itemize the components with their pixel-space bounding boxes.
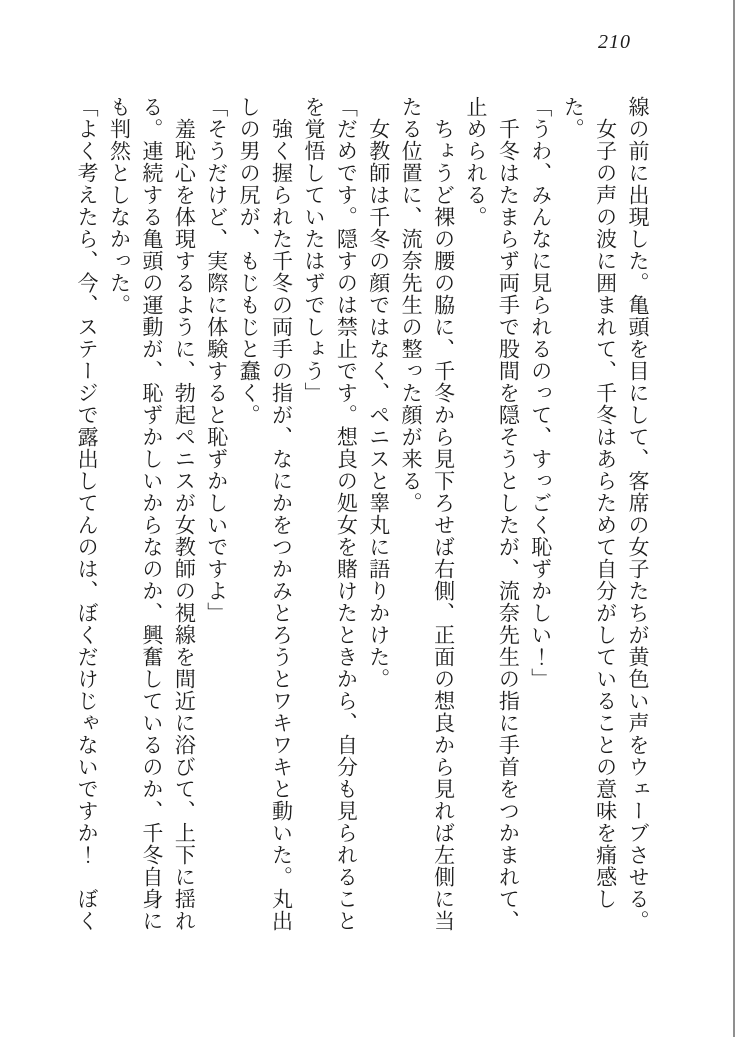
- text-line: 線の前に出現した。亀頭を目にして、客席の女子たちが黄色い声をウェーブさせる。: [626, 96, 650, 932]
- page-edge-line: [733, 0, 735, 1037]
- text-line: 「だめです。隠すのは禁止です。想良の処女を賭けたときから、自分も見られること: [334, 96, 359, 932]
- text-line: 「うわ、みんなに見られるのって、すっごく恥ずかしい！」: [528, 96, 553, 690]
- text-line: ちょうど裸の腰の脇に、千冬から見下ろせば右側、正面の想良から見れば左側に当: [431, 96, 456, 932]
- text-line: たる位置に、流奈先生の整った顔が来る。: [399, 96, 424, 514]
- text-line: を覚悟していたはずでしょう」: [301, 96, 326, 404]
- body-text: [71, 96, 654, 934]
- text-line: 女教師は千冬の顔ではなく、ペニスと睾丸に語りかけた。: [366, 96, 391, 690]
- text-line: 羞恥心を体現するように、勃起ペニスが女教師の視線を間近に浴びて、上下に揺れ: [172, 96, 197, 932]
- text-line: 女子の声の波に囲まれて、千冬はあらためて自分がしていることの意味を痛感した。: [561, 96, 618, 910]
- text-line: 「そうだけど、実際に体験すると恥ずかしいですよ」: [204, 96, 229, 624]
- text-line: る。連続する亀頭の運動が、恥ずかしいからなのか、興奮しているのか、千冬自身に: [139, 96, 164, 932]
- text-line: しの男の尻が、もじもじと蠢く。: [237, 96, 262, 426]
- text-line: も判然としなかった。: [107, 96, 132, 316]
- text-line: 強く握られた千冬の両手の指が、なにかをつかみとろうとワキワキと動いた。丸出: [269, 96, 294, 932]
- text-line: 「よく考えたら、今、ステージで露出してんのは、ぼくだけじゃないですか！ ぼく: [75, 96, 100, 932]
- page-number: 210: [598, 31, 631, 53]
- text-line: 千冬はたまらず両手で股間を隠そうとしたが、流奈先生の指に手首をつかまれて、: [496, 96, 521, 932]
- text-line: 止められる。: [463, 96, 488, 228]
